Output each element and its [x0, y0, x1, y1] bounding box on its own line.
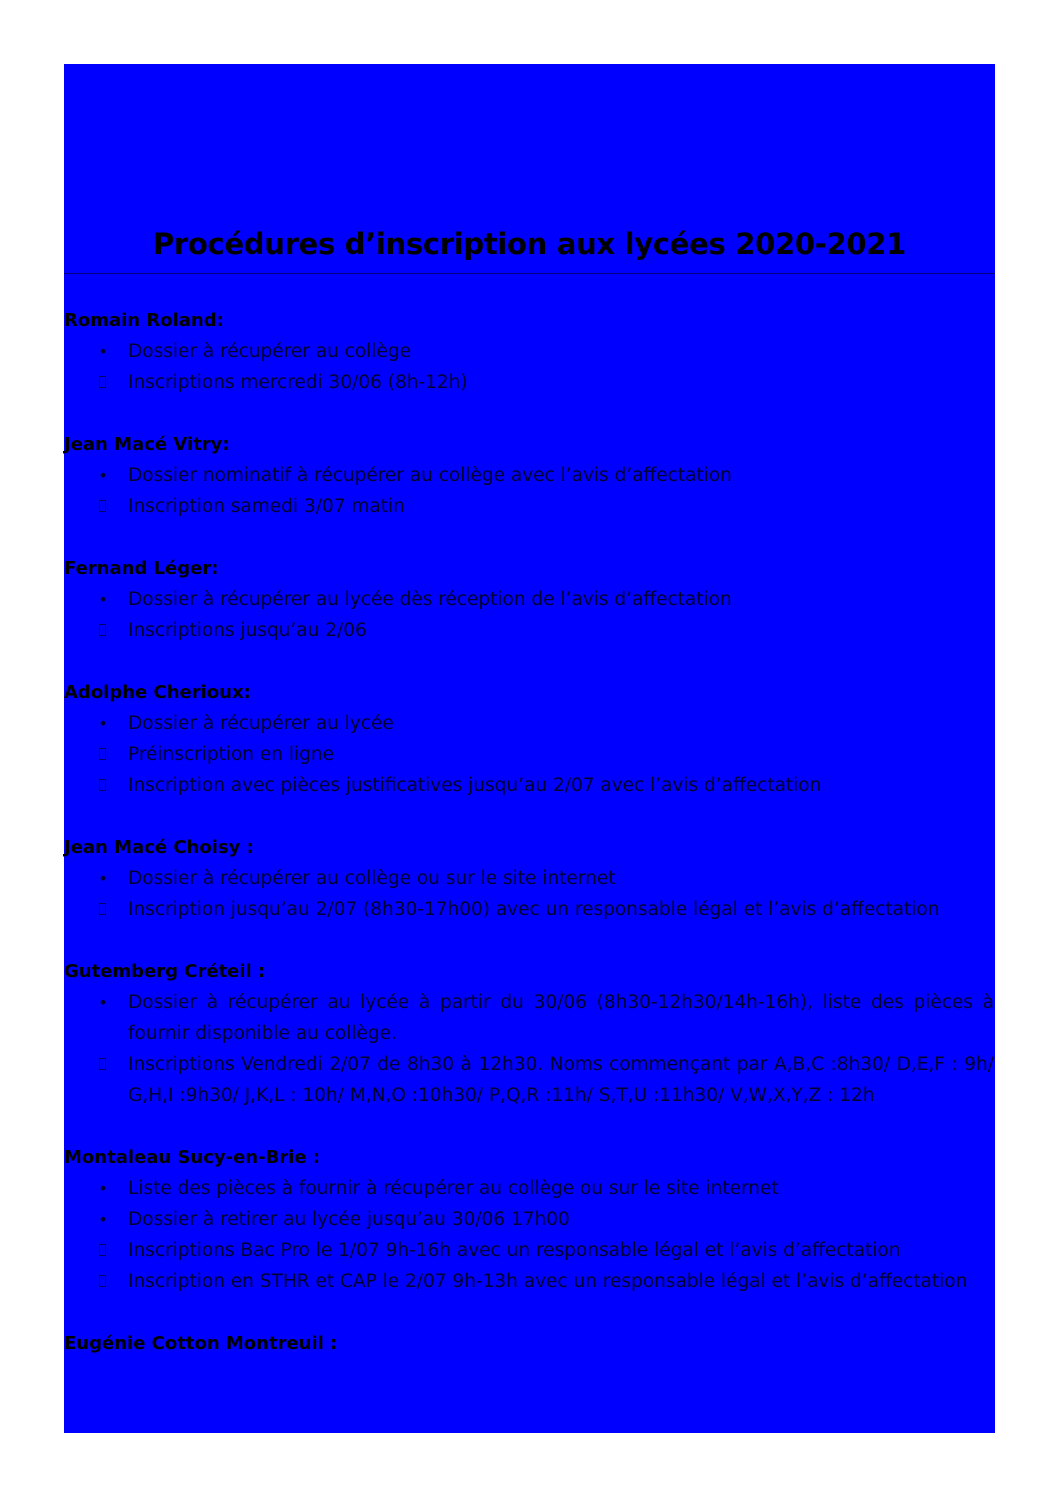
school-heading: Montaleau Sucy-en-Brie : [64, 1147, 321, 1168]
bullet-icon: • [98, 869, 108, 888]
title-divider [64, 273, 995, 274]
procedure-item [64, 1049, 994, 1111]
procedure-text: Préinscription en ligne [128, 744, 335, 765]
missing-glyph-box-icon [99, 624, 106, 636]
procedure-text: Dossier nominatif à récupérer au collège avec l’avis d’affectation [128, 465, 732, 486]
procedure-text: Dossier à récupérer au lycée dès réception de l’avis d’affectation [128, 589, 732, 610]
school-heading: Gutemberg Créteil : [64, 961, 266, 982]
procedure-text: Dossier à récupérer au collège ou sur le site internet [128, 868, 616, 889]
procedure-text: Inscriptions Bac Pro le 1/07 9h-16h avec un responsable légal et l’avis d’affectation [128, 1240, 901, 1261]
procedure-item [64, 770, 994, 801]
procedure-item [64, 615, 994, 646]
procedure-item [64, 1204, 994, 1235]
missing-glyph-box-icon [99, 779, 106, 791]
school-heading: Eugénie Cotton Montreuil : [64, 1333, 338, 1354]
bullet-icon: • [98, 1210, 108, 1229]
procedure-item [64, 367, 994, 398]
procedure-list [64, 1173, 994, 1297]
procedure-list [64, 584, 994, 646]
school-section [64, 677, 994, 801]
procedure-text: Inscriptions mercredi 30/06 (8h-12h) [128, 372, 468, 393]
procedure-list [64, 987, 994, 1111]
school-section [64, 1142, 994, 1297]
school-section [64, 1328, 994, 1359]
procedure-item [64, 739, 994, 770]
procedure-text: Inscription samedi 3/07 matin [128, 496, 405, 517]
procedure-text: Inscription avec pièces justificatives jusqu’au 2/07 avec l’avis d’affectation [128, 775, 822, 796]
missing-glyph-box-icon [99, 1058, 106, 1070]
procedure-text: Liste des pièces à fournir à récupérer au collège ou sur le site internet [128, 1178, 779, 1199]
missing-glyph-box-icon [99, 500, 106, 512]
missing-glyph-box-icon [99, 1244, 106, 1256]
procedure-item [64, 584, 994, 615]
procedure-item [64, 987, 994, 1049]
school-section [64, 553, 994, 646]
procedure-text: Dossier à récupérer au lycée [128, 713, 394, 734]
procedure-list [64, 708, 994, 801]
bullet-icon: • [98, 1179, 108, 1198]
procedure-list [64, 863, 994, 925]
procedure-list [64, 460, 994, 522]
missing-glyph-box-icon [99, 1275, 106, 1287]
school-section [64, 429, 994, 522]
procedure-item [64, 460, 994, 491]
procedure-item [64, 1266, 994, 1297]
missing-glyph-box-icon [99, 376, 106, 388]
bullet-icon: • [98, 714, 108, 733]
school-section [64, 305, 994, 398]
bullet-icon: • [98, 466, 108, 485]
missing-glyph-box-icon [99, 748, 106, 760]
school-heading: Jean Macé Choisy : [64, 837, 254, 858]
procedure-text: Inscriptions Vendredi 2/07 de 8h30 à 12h30. Noms commençant par A,B,C :8h30/ D,E,F : 9h/ G,H,I :9h30/ J,K,L : 10h/ M,N,O :10h30/ P,Q,R :11h/ S,T,U :11h30/ V,W,X,Y,Z : 12h [128, 1054, 994, 1106]
procedure-text: Dossier à retirer au lycée jusqu’au 30/06 17h00 [128, 1209, 570, 1230]
procedure-text: Inscription en STHR et CAP le 2/07 9h-13h avec un responsable légal et l’avis d’affectation [128, 1271, 968, 1292]
bullet-icon: • [98, 342, 108, 361]
bullet-icon: • [98, 993, 108, 1012]
procedure-list [64, 336, 994, 398]
procedure-text: Dossier à récupérer au collège [128, 341, 411, 362]
procedure-item [64, 1173, 994, 1204]
school-heading: Romain Roland: [64, 310, 224, 331]
procedure-item [64, 491, 994, 522]
procedure-item [64, 863, 994, 894]
missing-glyph-box-icon [99, 903, 106, 915]
school-heading: Fernand Léger: [64, 558, 219, 579]
school-section [64, 956, 994, 1111]
school-section [64, 832, 994, 925]
bullet-icon: • [98, 590, 108, 609]
page-title: Procédures d’inscription aux lycées 2020-2021 [152, 227, 907, 261]
school-heading: Jean Macé Vitry: [64, 434, 230, 455]
document-body [64, 305, 994, 1390]
school-heading: Adolphe Cherioux: [64, 682, 251, 703]
procedure-text: Dossier à récupérer au lycée à partir du 30/06 (8h30-12h30/14h-16h), liste des pièces à fournir disponible au collège. [128, 992, 994, 1044]
procedure-item [64, 336, 994, 367]
procedure-text: Inscriptions jusqu’au 2/06 [128, 620, 367, 641]
procedure-item [64, 708, 994, 739]
procedure-text: Inscription jusqu’au 2/07 (8h30-17h00) avec un responsable légal et l’avis d’affectation [128, 899, 940, 920]
document-page [64, 64, 995, 1433]
procedure-item [64, 1235, 994, 1266]
procedure-item [64, 894, 994, 925]
